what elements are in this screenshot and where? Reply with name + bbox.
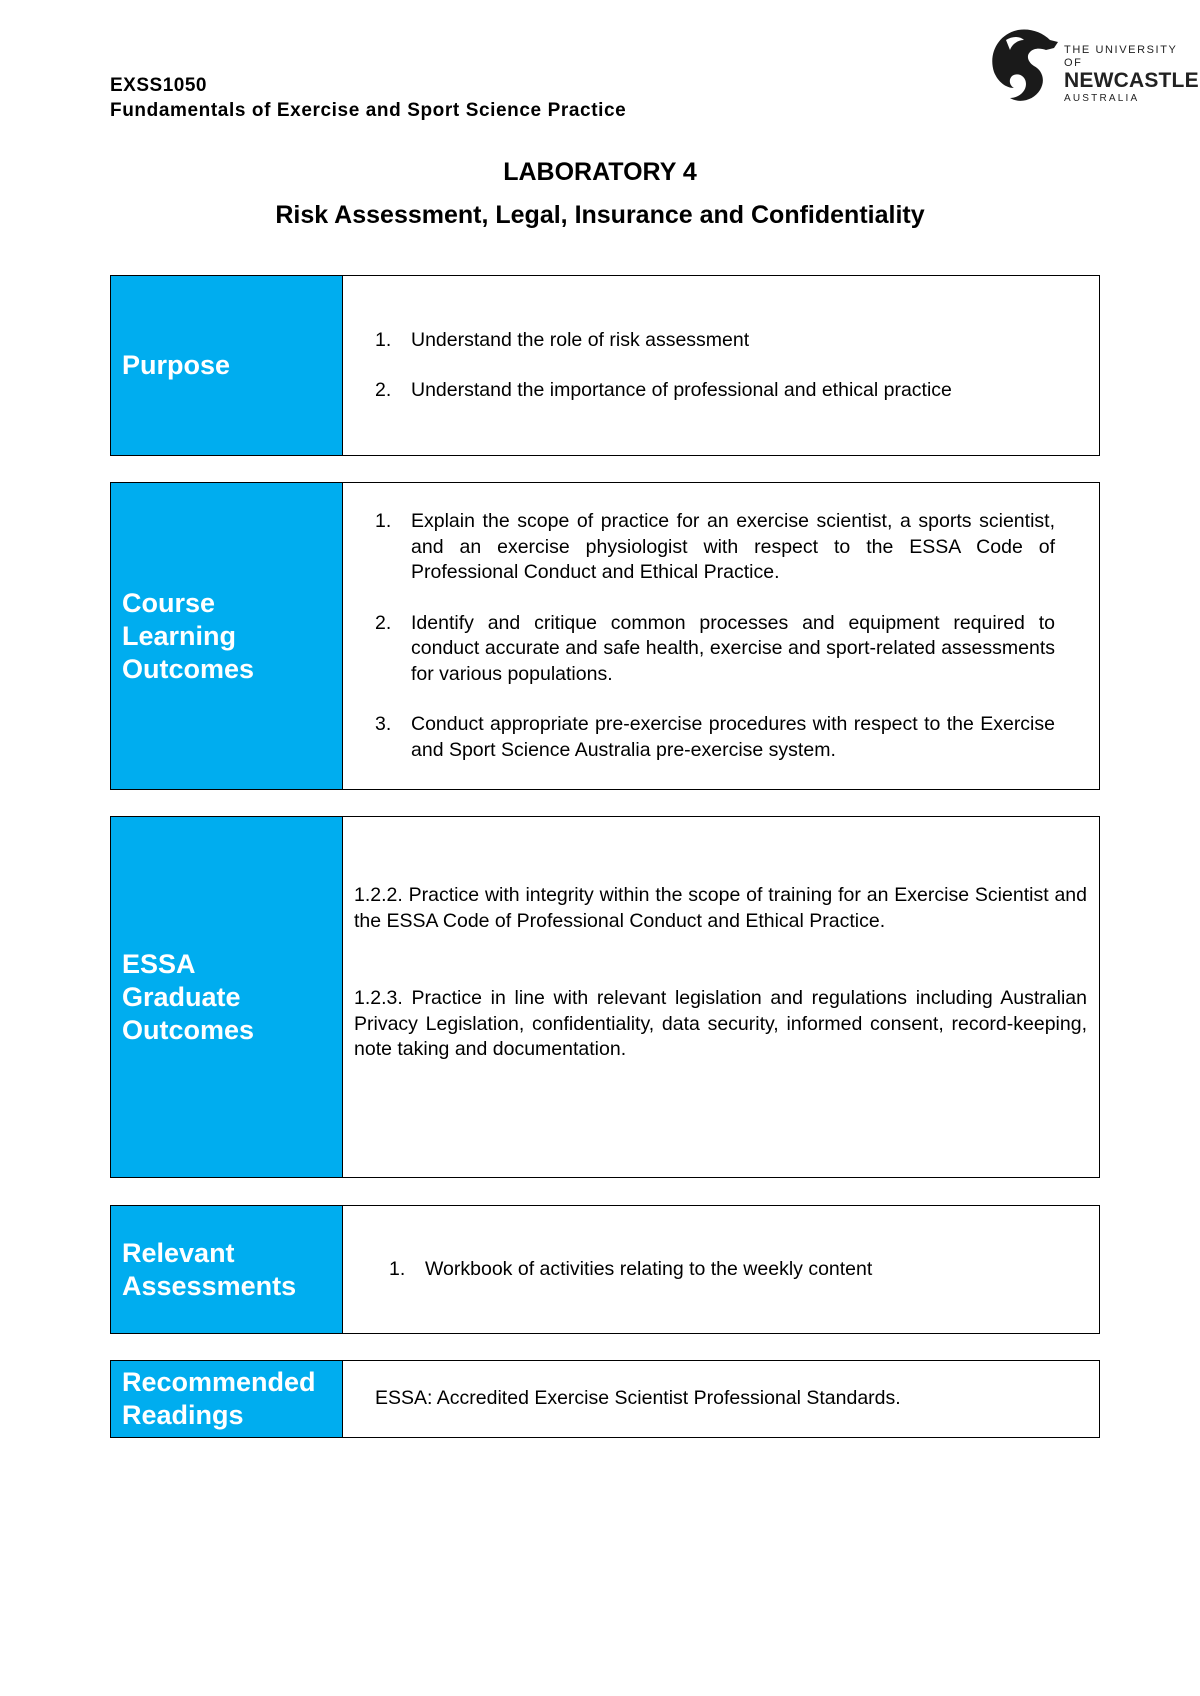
relevant-assessments-section bbox=[110, 1205, 1100, 1334]
purpose-content bbox=[343, 276, 1099, 455]
reading-item: ESSA: Accredited Exercise Scientist Professional Standards. bbox=[375, 1387, 901, 1410]
relevant-assessments-content bbox=[343, 1206, 1099, 1333]
recommended-readings-section bbox=[110, 1360, 1100, 1438]
clo-item-3: Conduct appropriate pre-exercise procedures with respect to the Exercise and Sport Science Australia pre-exercise system. bbox=[411, 713, 1055, 761]
course-learning-outcomes-section bbox=[110, 482, 1100, 790]
university-logo bbox=[984, 26, 1199, 106]
graduate-outcome-1: 1.2.2. Practice with integrity within the scope of training for an Exercise Scientist and the ESSA Code of Professional Conduct and Ethical Practice. bbox=[354, 884, 1087, 932]
course-code: EXSS1050 bbox=[110, 75, 207, 96]
list-item: 1. Workbook of activities relating to the weekly content bbox=[389, 1257, 1055, 1283]
logo-line-2: NEWCASTLE bbox=[1064, 69, 1199, 92]
list-item: 2. Understand the importance of professional and ethical practice bbox=[375, 378, 1055, 404]
essa-graduate-outcomes-content bbox=[343, 817, 1099, 1177]
list-item: 3. Conduct appropriate pre-exercise procedures with respect to the Exercise and Sport Science Australia pre-exercise system. bbox=[375, 712, 1055, 763]
relevant-assessments-label: Relevant Assessments bbox=[111, 1206, 343, 1333]
course-name: Fundamentals of Exercise and Sport Science Practice bbox=[110, 100, 627, 121]
list-item: 2. Identify and critique common processes and equipment required to conduct accurate and safe health, exercise and sport-related assessments for various populations. bbox=[375, 611, 1055, 688]
course-learning-outcomes-content bbox=[343, 483, 1099, 789]
assessment-item-1: Workbook of activities relating to the weekly content bbox=[425, 1257, 873, 1280]
purpose-section bbox=[110, 275, 1100, 456]
purpose-label: Purpose bbox=[111, 276, 343, 455]
document-header bbox=[110, 74, 626, 124]
logo-line-1: THE UNIVERSITY OF bbox=[1064, 44, 1178, 69]
list-item: 1. Understand the role of risk assessment bbox=[375, 328, 1055, 354]
logo-line-3: AUSTRALIA bbox=[1064, 93, 1140, 104]
purpose-item-2: Understand the importance of professional and ethical practice bbox=[411, 379, 952, 401]
list-item: 1. Explain the scope of practice for an exercise scientist, a sports scientist, and an exercise physiologist with respect to the ESSA Code of Professional Conduct and Ethical Practice. bbox=[375, 509, 1055, 586]
essa-graduate-outcomes-label: ESSA Graduate Outcomes bbox=[111, 817, 343, 1177]
recommended-readings-label: Recommended Readings bbox=[111, 1361, 343, 1437]
page-title: LABORATORY 4 bbox=[503, 158, 697, 186]
page-subtitle: Risk Assessment, Legal, Insurance and Confidentiality bbox=[275, 201, 925, 229]
seahorse-icon bbox=[984, 26, 1062, 106]
purpose-item-1: Understand the role of risk assessment bbox=[411, 328, 750, 351]
graduate-outcome-2: 1.2.3. Practice in line with relevant legislation and regulations including Australian Privacy Legislation, confidentiality, data security, informed consent, record-keeping, note taking and documentation. bbox=[354, 987, 1087, 1060]
essa-graduate-outcomes-section bbox=[110, 816, 1100, 1178]
clo-item-1: Explain the scope of practice for an exercise scientist, a sports scientist, and an exercise physiologist with respect to the ESSA Code of Professional Conduct and Ethical Practice. bbox=[411, 510, 1055, 583]
recommended-readings-content bbox=[343, 1361, 1099, 1437]
clo-item-2: Identify and critique common processes and equipment required to conduct accurate and safe health, exercise and sport-related assessments for various populations. bbox=[411, 611, 1055, 685]
course-learning-outcomes-label: Course Learning Outcomes bbox=[111, 483, 343, 789]
